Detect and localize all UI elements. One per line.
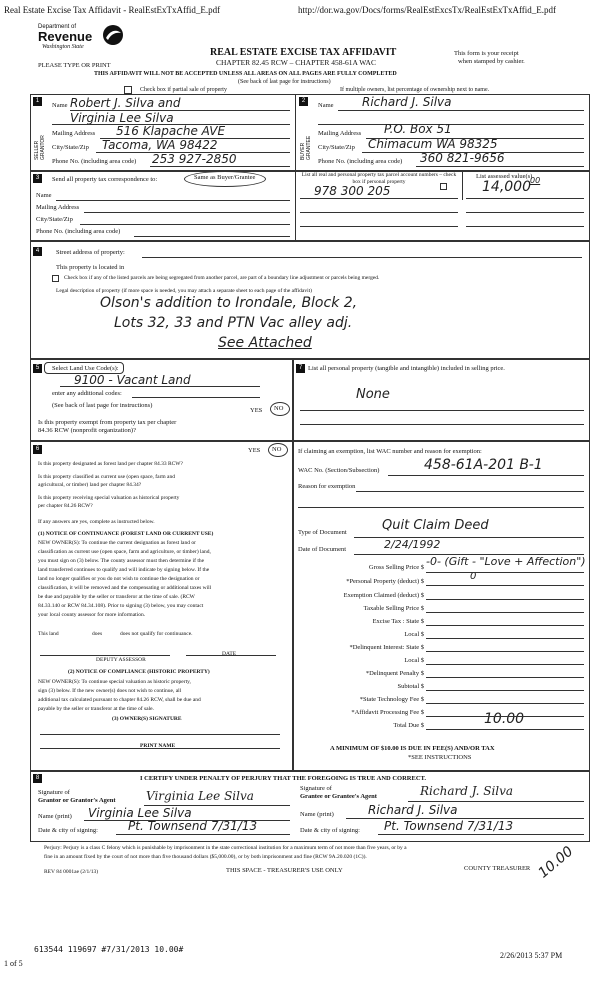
historic-p3: additional tax calculated pursuant to chapter 84.26 RCW, shall be due and — [38, 697, 201, 703]
form-chapter: CHAPTER 82.45 RCW – CHAPTER 458-61A WAC — [216, 58, 376, 67]
historic-question-b: per chapter 84.26 RCW? — [38, 503, 93, 509]
notice-p3: you must sign on (3) below. The county assessor must then determine if the — [38, 558, 205, 564]
receipt-note: This form is your receipt — [454, 50, 519, 57]
document-date-label: Date of Document — [298, 546, 347, 553]
gross-price-label: Gross Selling Price $ — [368, 564, 424, 571]
grantor-name[interactable]: Virginia Lee Silva — [88, 806, 192, 820]
grantor-signature-label-1: Signature of — [38, 789, 70, 796]
treasurer-space-label: THIS SPACE - TREASURER'S USE ONLY — [226, 867, 343, 874]
personal-property-none[interactable]: None — [356, 387, 390, 402]
notice-p1: NEW OWNER(S): To continue the current designation as forest land or — [38, 540, 196, 546]
land-use-instructions: (See back of last page for instructions) — [52, 402, 153, 409]
printed-timestamp: 2/26/2013 5:37 PM — [500, 951, 563, 960]
current-use-question-a: Is this property classified as current use (open space, farm and — [38, 474, 175, 480]
grantee-signature-label-2: Grantee or Grantee's Agent — [300, 793, 377, 800]
buyer-address[interactable]: P.O. Box 51 — [384, 122, 452, 136]
seller-name-2[interactable]: Virginia Lee Silva — [70, 111, 174, 125]
street-address-label: Street address of property: — [56, 249, 125, 256]
grantor-name-label: Name (print) — [38, 813, 72, 820]
exemption-claimed-label: Exemption Claimed (deduct) $ — [343, 592, 424, 599]
personal-property-deduct[interactable]: 0 — [470, 571, 477, 582]
deputy-date-label: DATE — [222, 651, 237, 657]
exemption-reason-label: Reason for exemption — [298, 483, 356, 490]
personal-property-list-label: List all personal property (tangible and intangible) included in selling price. — [308, 365, 505, 372]
section-5-badge: 5 — [33, 364, 42, 373]
notice-historic: (2) NOTICE OF COMPLIANCE (HISTORIC PROPERTY) — [68, 669, 210, 675]
certify-statement: I CERTIFY UNDER PENALTY OF PERJURY THAT THE FOREGOING IS TRUE AND CORRECT. — [140, 775, 427, 782]
historic-p4: payable by the seller or transferor at the time of sale. — [38, 706, 154, 712]
seller-city[interactable]: Tacoma, WA 98422 — [102, 138, 218, 152]
notice-p8: 84.33.140 or RCW 84.34.108). Prior to signing (3) below, you may contact — [38, 603, 204, 609]
gross-price[interactable]: -0- (Gift - "Love + Affection") — [426, 555, 586, 568]
grantee-name[interactable]: Richard J. Silva — [368, 803, 458, 817]
section-8-badge: 8 — [33, 774, 42, 783]
wac-number[interactable]: 458-61A-201 B-1 — [424, 457, 543, 473]
stamped-note: when stamped by cashier. — [458, 58, 525, 65]
logo-revenue: Revenue — [38, 29, 93, 44]
segregated-checkbox[interactable] — [52, 275, 59, 282]
personal-property-deduct-label: *Personal Property (deduct) $ — [346, 578, 424, 585]
notice-continuance: (1) NOTICE OF CONTINUANCE (FOREST LAND OR CURRENT USE) — [38, 531, 214, 537]
affidavit-fee-label: *Affidavit Processing Fee $ — [351, 709, 424, 716]
delinquent-interest-label: *Delinquent Interest: State $ — [349, 644, 424, 651]
personal-property-checkbox[interactable] — [440, 183, 447, 190]
grantor-signature[interactable]: Virginia Lee Silva — [146, 789, 254, 803]
if-any-yes: If any answers are yes, complete as instructed below. — [38, 519, 155, 525]
buyer-address-label: Mailing Address — [318, 130, 362, 137]
exemption-claim-label: If claiming an exemption, list WAC number and reason for exemption: — [298, 448, 482, 455]
exempt-question-2: 84.36 RCW (nonprofit organization)? — [38, 427, 136, 434]
see-instructions-note: *SEE INSTRUCTIONS — [408, 754, 472, 761]
seller-phone[interactable]: 253 927-2850 — [152, 152, 237, 166]
taxable-price-label: Taxable Selling Price $ — [363, 605, 424, 612]
notice-p4: land transferred continues to qualify and will indicate by signing below. If the — [38, 567, 210, 573]
section-7-badge: 7 — [296, 364, 305, 373]
buyer-side-label: BUYER GRANTEE — [300, 135, 312, 160]
same-as-buyer-label: Same as Buyer/Grantee — [194, 174, 256, 181]
grantor-signature-label-2: Grantor or Grantor's Agent — [38, 797, 116, 804]
buyer-phone-label: Phone No. (including area code) — [318, 158, 403, 165]
delinquent-local-label: Local $ — [404, 657, 424, 664]
document-type[interactable]: Quit Claim Deed — [382, 518, 489, 533]
grantee-signature[interactable]: Richard J. Silva — [420, 784, 514, 798]
seller-side-label: SELLER GRANTOR — [34, 135, 46, 160]
corr-phone-label: Phone No. (including area code) — [36, 228, 121, 235]
logo-swoosh-icon — [102, 24, 124, 46]
historic-p1: NEW OWNER(S): To continue special valuation as historic property, — [38, 679, 191, 685]
this-land-label: This land — [38, 631, 59, 637]
seller-phone-label: Phone No. (including area code) — [52, 158, 137, 165]
buyer-city[interactable]: Chimacum WA 98325 — [368, 137, 498, 151]
deputy-assessor-label: DEPUTY ASSESSOR — [96, 657, 146, 663]
grantor-date[interactable]: Pt. Townsend 7/31/13 — [128, 819, 258, 833]
forest-question: Is this property designated as forest land per chapter 84.33 RCW? — [38, 461, 183, 467]
historic-question-a: Is this property receiving special valuation as historical property — [38, 495, 180, 501]
section-2-badge: 2 — [299, 97, 308, 106]
legal-description-1[interactable]: Olson's addition to Irondale, Block 2, — [100, 295, 358, 311]
see-back-text: (See back of last page for instructions) — [238, 79, 331, 85]
notice-p6: classification, it will be removed and the compensating or additional taxes will — [38, 585, 212, 591]
land-use-yes[interactable]: YES — [250, 407, 263, 414]
corr-city-label: City/State/Zip — [36, 216, 73, 223]
document-title: Real Estate Excise Tax Affidavit - RealEstExTxAffid_E.pdf — [4, 5, 221, 15]
assessed-value[interactable]: 14,000 — [482, 179, 531, 195]
notice-p7: be due and payable by the seller or transferor at the time of sale. (RCW — [38, 594, 195, 600]
document-url[interactable]: http://dor.wa.gov/Docs/forms/RealEstExcsTx/RealEstExTxAffid_E.pdf — [298, 5, 557, 15]
buyer-phone[interactable]: 360 821-9656 — [420, 151, 505, 165]
owner-signature-label: (3) OWNER(S) SIGNATURE — [112, 716, 182, 722]
seller-name-label: Name — [52, 102, 68, 109]
total-due-label: Total Due $ — [393, 722, 424, 729]
grantee-name-label: Name (print) — [300, 811, 334, 818]
partial-sale-label: Check box if partial sale of property — [140, 87, 227, 93]
does-label: does — [92, 631, 103, 637]
corr-name-label: Name — [36, 192, 52, 199]
grantee-date[interactable]: Pt. Townsend 7/31/13 — [384, 819, 514, 833]
logo-state: Washington State — [42, 44, 84, 50]
logo-dept: Department of — [38, 24, 77, 30]
buyer-city-label: City/State/Zip — [318, 144, 355, 151]
revision-code: REV 84 0001ae (2/1/13) — [44, 869, 99, 875]
grantee-signature-label-1: Signature of — [300, 785, 332, 792]
exempt-question-1: Is this property exempt from property tax per chapter — [38, 419, 177, 426]
grantor-date-label: Date & city of signing: — [38, 827, 98, 834]
perjury-notice-2: fine in an amount fixed by the court of not more than five thousand dollars ($5,000.00), or by both imprisonment and fine (RCW 9A.20.020 (1C)). — [44, 854, 367, 860]
land-use-label: Select Land Use Code(s): — [52, 365, 119, 372]
forest-yes[interactable]: YES — [248, 447, 261, 454]
land-use-code[interactable]: 9100 - Vacant Land — [74, 373, 191, 387]
total-due[interactable]: 10.00 — [484, 711, 525, 727]
technology-fee-label: *State Technology Fee $ — [359, 696, 424, 703]
grantee-date-label: Date & city of signing: — [300, 827, 360, 834]
section-3-badge: 3 — [33, 174, 42, 183]
page-number: 1 of 5 — [4, 959, 23, 968]
multiple-owners-label: If multiple owners, list percentage of ownership next to name. — [340, 87, 490, 93]
receipt-line: 613544 119697 #7/31/2013 10.00# — [34, 945, 184, 954]
legal-description-label: Legal description of property (if more space is needed, you may attach a separate sheet to each page of the affidavit) — [56, 288, 312, 294]
current-use-question-b: agricultural, or timber) land per chapter 84.34? — [38, 482, 142, 488]
treasurer-stamp-amount: 10.00 — [535, 843, 577, 882]
segregated-label: Check box if any of the listed parcels are being segregated from another parcel, are part of a boundary line adjustment or parcels being merged. — [64, 275, 380, 281]
delinquent-penalty-label: *Delinquent Penalty $ — [365, 670, 424, 677]
section-4-badge: 4 — [33, 247, 42, 256]
historic-p2: sign (3) below. If the new owner(s) does not wish to continue, all — [38, 688, 182, 694]
seller-city-label: City/State/Zip — [52, 144, 89, 151]
document-type-label: Type of Document — [298, 529, 347, 536]
type-or-print: PLEASE TYPE OR PRINT — [38, 62, 111, 69]
legal-description-2[interactable]: Lots 32, 33 and PTN Vac alley adj. — [114, 315, 353, 331]
form-title: REAL ESTATE EXCISE TAX AFFIDAVIT — [210, 47, 397, 58]
revenue-logo — [38, 24, 128, 58]
send-correspondence-label: Send all property tax correspondence to: — [52, 176, 158, 183]
notice-p9: your local county assessor for more information. — [38, 612, 146, 618]
assessed-header: List assessed value(s) — [476, 173, 533, 180]
subtotal-label: Subtotal $ — [397, 683, 424, 690]
see-attached[interactable]: See Attached — [218, 335, 312, 351]
document-date[interactable]: 2/24/1992 — [384, 538, 441, 551]
parcel-number[interactable]: 978 300 205 — [314, 184, 391, 198]
section-1-badge: 1 — [33, 97, 42, 106]
seller-address[interactable]: 516 Klapache AVE — [116, 124, 226, 138]
land-use-no[interactable]: NO — [274, 405, 284, 412]
seller-address-label: Mailing Address — [52, 130, 96, 137]
assessed-cents: 00 — [530, 176, 541, 185]
county-treasurer-label: COUNTY TREASURER — [464, 865, 531, 872]
buyer-name-1[interactable]: Richard J. Silva — [362, 95, 452, 109]
seller-name-1[interactable]: Robert J. Silva and — [70, 96, 181, 110]
print-name-label: PRINT NAME — [140, 743, 176, 749]
minimum-due-note: A MINIMUM OF $10.00 IS DUE IN FEE(S) AND/OR TAX — [330, 745, 495, 752]
excise-state-label: Excise Tax : State $ — [372, 618, 424, 625]
wac-label: WAC No. (Section/Subsection) — [298, 467, 380, 474]
perjury-notice-1: Perjury: Perjury is a class C felony which is punishable by imprisonment in the state correctional institution for a maximum term of not more than five years, or by a — [44, 845, 407, 851]
excise-local-label: Local $ — [404, 631, 424, 638]
notice-p5: land no longer qualifies or you do not wish to continue the designation or — [38, 576, 200, 582]
located-in-label: This property is located in — [56, 264, 125, 271]
forest-no[interactable]: NO — [272, 446, 282, 453]
buyer-name-label: Name — [318, 102, 334, 109]
parcel-header: List all real and personal property tax parcel account numbers – check box if personal property — [301, 172, 457, 185]
notice-p2: classification as current use (open space, farm and agriculture, or timber) land, — [38, 549, 211, 555]
warning-text: THIS AFFIDAVIT WILL NOT BE ACCEPTED UNLESS ALL AREAS ON ALL PAGES ARE FULLY COMPLETED — [94, 71, 397, 77]
section-6-badge: 6 — [33, 445, 42, 454]
partial-sale-checkbox[interactable] — [124, 86, 132, 94]
corr-address-label: Mailing Address — [36, 204, 80, 211]
additional-codes-label: enter any additional codes: — [52, 390, 122, 397]
does-not-qualify-label: does not qualify for continuance. — [120, 631, 193, 637]
